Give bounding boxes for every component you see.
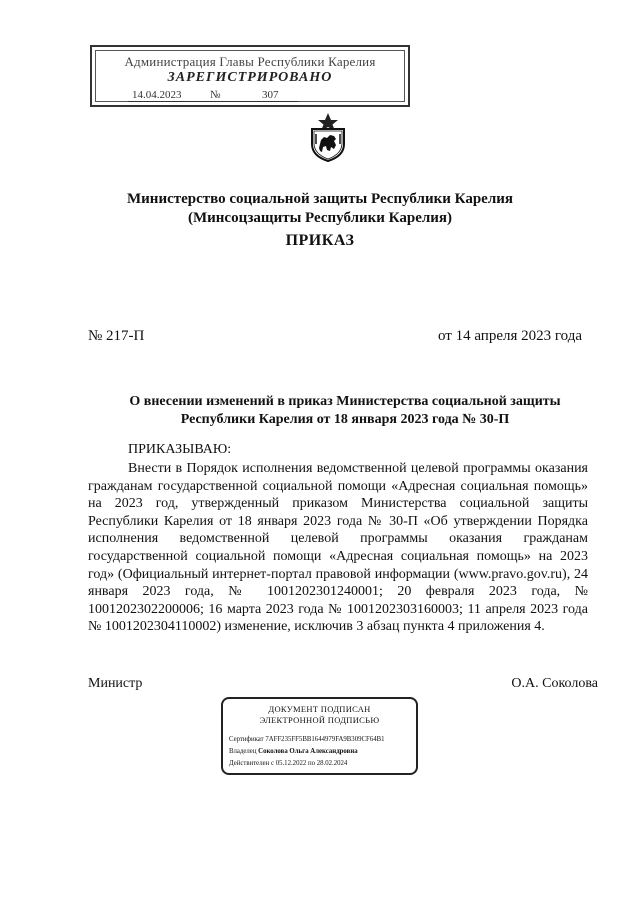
signatory-name: О.А. Соколова [511,676,598,691]
stamp-administration: Администрация Главы Республики Карелия [124,54,376,69]
esig-heading-line1: ДОКУМЕНТ ПОДПИСАН [268,704,371,714]
esig-valid-label: Действителен [229,760,270,767]
stamp-underline [128,101,298,102]
esig-valid-to: 28.02.2024 [316,760,348,767]
ministry-short-name: (Минсоцзащиты Республики Карелия) [187,210,453,226]
stamp-number: 307 [262,89,279,101]
ministry-title [0,190,640,228]
order-subject [100,393,590,429]
order-body-paragraph [88,460,588,636]
registration-stamp [90,45,410,107]
coat-of-arms-icon [308,112,348,162]
stamp-date: 14.04.2023 [132,89,182,101]
document-type: ПРИКАЗ [285,232,355,249]
esig-owner-value: Соколова Ольга Александровна [258,748,358,755]
order-number: № 217-П [88,328,145,344]
esig-certificate-label: Сертификат [229,736,264,743]
esig-valid-from-label: с [270,760,274,767]
esig-owner-label: Владелец [229,748,257,755]
ministry-name: Министерство социальной защиты Республики Карелия [127,191,513,207]
order-date: от 14 апреля 2023 года [437,328,582,344]
order-verb: ПРИКАЗЫВАЮ: [128,442,232,457]
esig-valid-to-label: по [307,760,316,767]
esig-valid-from: 05.12.2022 [275,760,307,767]
esig-heading-line2: ЭЛЕКТРОННОЙ ПОДПИСЬЮ [259,715,380,725]
electronic-signature-stamp [221,697,418,775]
esig-owner-row [229,748,358,755]
order-subject-line1: О внесении изменений в приказ Министерства социальной защиты [129,394,561,409]
esig-certificate-value: 7AFF235FF5BB1644979FA9B309CF64B1 [265,736,385,743]
esig-certificate-row [229,736,385,743]
esig-validity-row [229,760,347,767]
order-subject-line2: Республики Карелия от 18 января 2023 года № 30-П [180,412,510,427]
stamp-number-label: № [210,89,221,101]
order-body-text: Внести в Порядок исполнения ведомственной целевой программы оказания гражданам государственной социальной помощи «Адресная социальная помощь» на 2023 год, утвержденный приказом Министерства социальной защиты Республики Карелия от 18 января 2023 года № 30-П «Об утверждении Порядка исполнения ведомственной целевой программы оказания гражданам государственной социальной помощи «Адресная социальная помощь» на 2023 год» (Официальный интернет-портал правовой информации (www.pravo.gov.ru), 24 января 2023 года, № 1001202301240001; 20 февраля 2023 года, № 1001202302200006; 16 марта 2023 года № 1001202303160003; 11 апреля 2023 года № 1001202304110002) изменение, исключив 3 абзац пункта 4 приложения 4. [88,461,588,635]
stamp-registered: ЗАРЕГИСТРИРОВАНО [167,70,333,85]
signatory-title: Министр [88,676,143,691]
